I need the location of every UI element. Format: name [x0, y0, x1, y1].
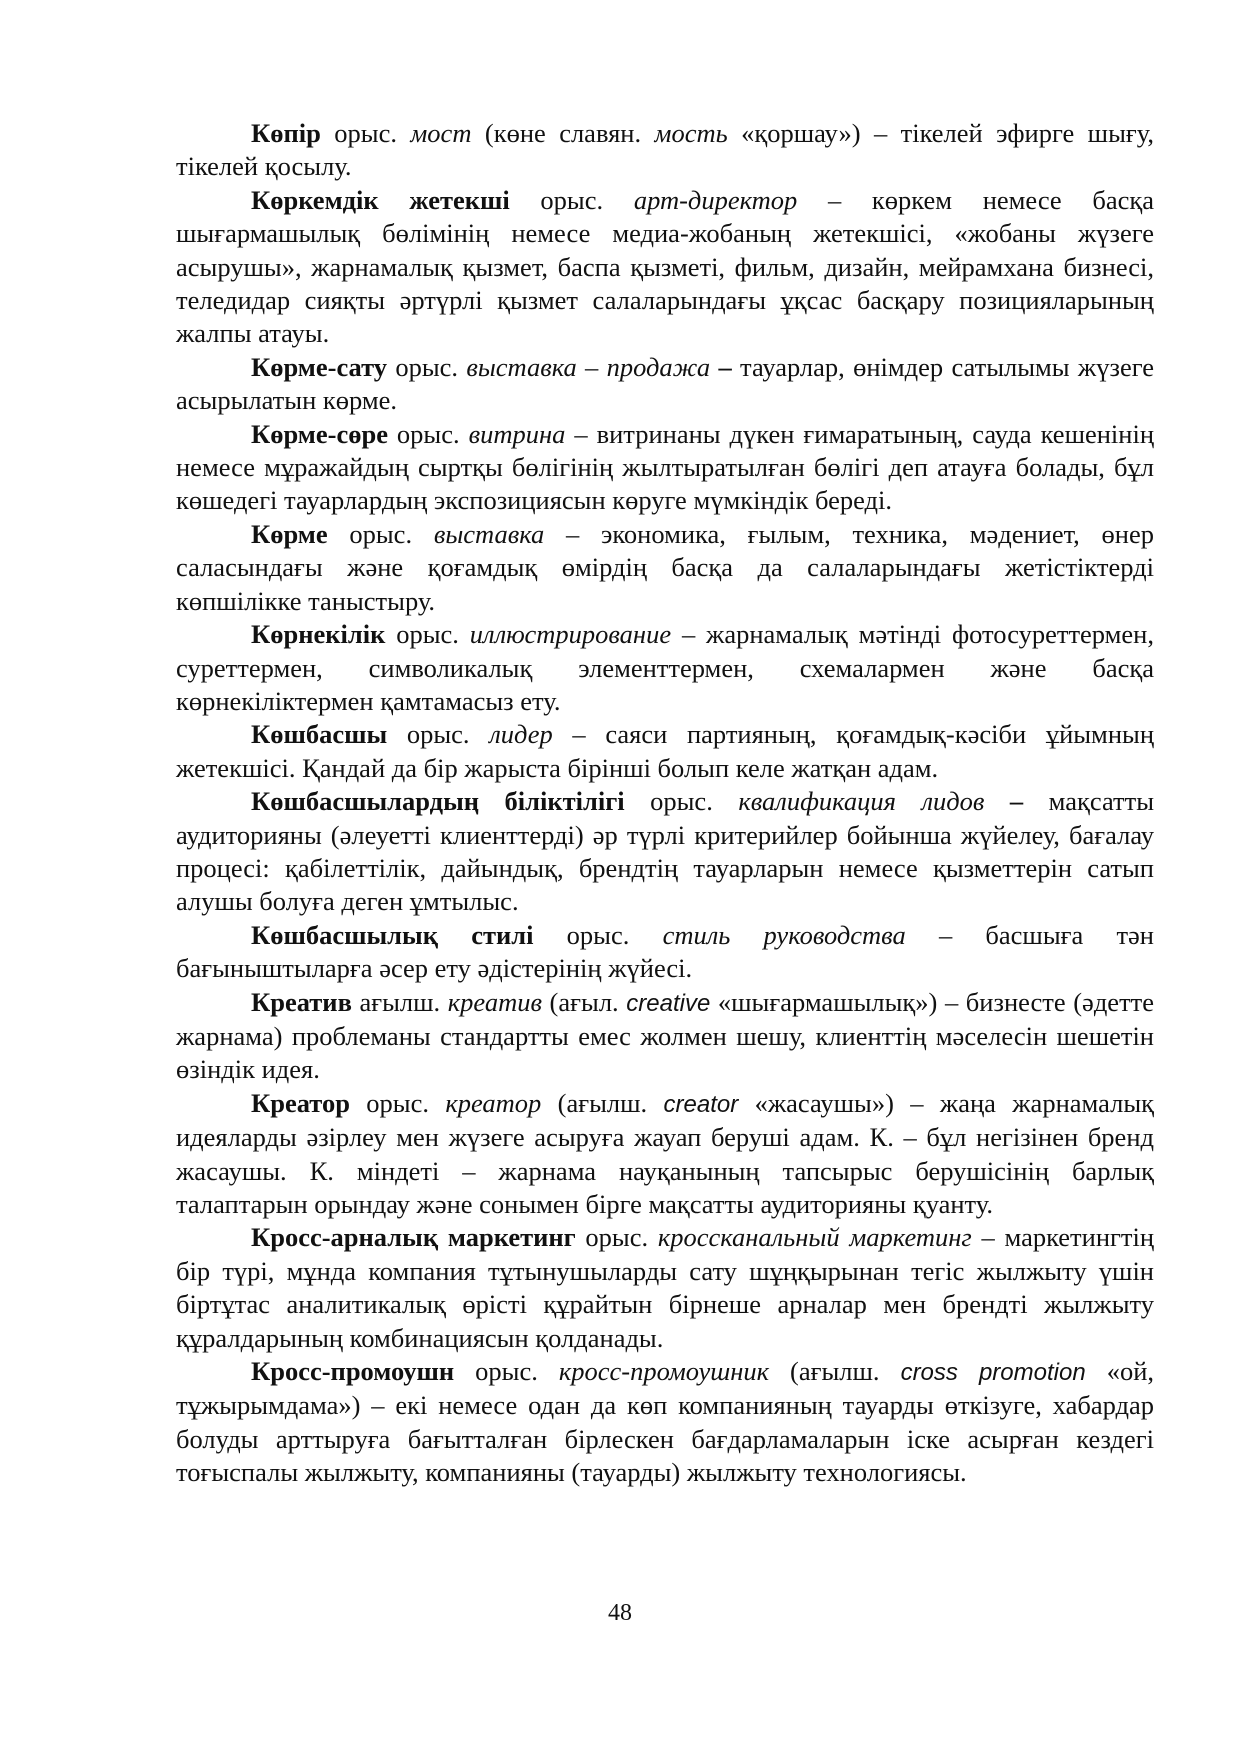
- entry-text: орыс.: [349, 1087, 446, 1118]
- entry-definition: – витринаны дүкен ғимаратының, сауда кешенінің немесе мұражайдың сыртқы бөлігінің жылтыратылған бөлігі деп атауға болады, бұл көшедегі тауарлардың экспозициясын көруге мүмкіндік береді.: [176, 418, 1155, 516]
- entry-english-origin: creator: [663, 1090, 739, 1118]
- entry-term: Көрме: [251, 518, 328, 549]
- entry-term: Көшбасшылардың біліктілігі: [251, 786, 625, 817]
- entry-text: орыс.: [327, 518, 434, 549]
- glossary-entry: [176, 351, 1154, 418]
- entry-text: орыс.: [385, 619, 470, 650]
- entry-text: (көне славян.: [471, 118, 655, 148]
- entry-term: Креатор: [251, 1087, 350, 1118]
- entry-term: Креатив: [251, 986, 352, 1017]
- entry-text: орыс.: [454, 1356, 559, 1387]
- entry-text: (ағылш.: [769, 1356, 901, 1387]
- entry-term: Көшбасшы: [251, 719, 388, 750]
- entry-text: орыс.: [509, 184, 634, 215]
- entry-definition: – саяси партияның, қоғамдық-кәсіби ұйымның жетекшісі. Қандай да бір жарыста бірінші болып келе жатқан адам.: [176, 719, 1154, 783]
- glossary-entry: [176, 618, 1154, 718]
- entry-english-origin: creative: [626, 989, 711, 1017]
- entry-translation: кросс-промоушник: [558, 1356, 770, 1387]
- glossary-entry: [176, 1087, 1154, 1222]
- glossary-entry: [176, 785, 1154, 919]
- entry-text: орыс.: [575, 1222, 658, 1253]
- entry-text: (ағыл.: [541, 986, 627, 1017]
- entry-dash: –: [1009, 786, 1024, 817]
- entry-translation: выставка – продажа: [466, 351, 711, 382]
- entry-term: Көркемдік жетекші: [251, 184, 510, 215]
- glossary-entry: [176, 1221, 1154, 1355]
- entry-term: Кросс-арналық маркетинг: [251, 1222, 576, 1253]
- glossary-entry: [176, 418, 1154, 518]
- entry-definition: «жасаушы») – жаңа жарнамалық идеяларды әзірлеу мен жүзеге асыруға жауап беруші адам. К. – бұл негізінен бренд жасаушы. К. міндеті – жарнама науқанының тапсырыс берушісінің барлық талаптарын орындау және сонымен бірге мақсатты аудиторияны қуанту.: [176, 1087, 1154, 1219]
- entry-etymology: мость: [654, 118, 728, 148]
- entry-text: ағылш.: [351, 986, 448, 1017]
- entry-definition: «ой, тұжырымдама») – екі немесе одан да көп компанияның тауарды өткізуге, хабардар болуды арттыруға бағытталған бірлескен бағдарламаларын іске асырған кездегі тоғыспалы жылжыту, компанияны (тауарды) жылжыту технологиясы.: [176, 1356, 1154, 1488]
- glossary-entry: [176, 718, 1154, 785]
- entry-definition: – экономика, ғылым, техника, мәдениет, өнер саласындағы және қоғамдық өмірдің басқа да салаларындағы жетістіктерді көпшілікке таныстыру.: [176, 518, 1155, 616]
- entry-definition: мақсатты аудиторияны (әлеуетті клиенттерді) әр түрлі критерийлер бойынша жүйелеу, бағалау процесі: қабілеттілік, дайындық, брендтің тауарларын немесе қызметтерін сатып алушы болуға деген ұмтылыс.: [176, 786, 1154, 917]
- entry-term: Көрнекілік: [251, 619, 386, 650]
- entry-term: Көрме-сату: [251, 351, 388, 382]
- page-body: [176, 117, 1154, 1490]
- entry-english-origin: cross promotion: [900, 1359, 1086, 1387]
- entry-text: [710, 352, 718, 382]
- entry-translation: креатор: [445, 1087, 542, 1118]
- entry-translation: лидер: [489, 719, 553, 750]
- glossary-entry: [176, 117, 1154, 184]
- entry-translation: иллюстрирование: [469, 619, 672, 650]
- entry-term: Кросс-промоушн: [251, 1356, 455, 1387]
- entry-text: орыс.: [533, 919, 663, 950]
- entry-dash: –: [718, 351, 732, 382]
- entry-translation: квалификация лидов: [738, 786, 985, 817]
- entry-translation: арт-директор: [633, 184, 798, 215]
- entry-definition: «шығармашылық») – бизнесте (әдетте жарнама) проблеманы стандартты емес жолмен шешу, клиенттің мәселесін шешетін өзіндік идея.: [176, 986, 1154, 1085]
- page-number: 48: [608, 1600, 632, 1626]
- entry-definition: тауарлар, өнімдер сатылымы жүзеге асырылатын көрме.: [176, 351, 1154, 416]
- entry-translation: выставка: [433, 518, 545, 549]
- entry-text: [984, 786, 1010, 816]
- glossary-entry: [176, 919, 1154, 986]
- entry-translation: креатив: [447, 986, 542, 1017]
- entry-text: орыс.: [624, 786, 739, 817]
- entry-text: «қоршау») – тікелей эфирге шығу, тікелей қосылу.: [176, 118, 1154, 182]
- entry-text: орыс.: [387, 418, 469, 449]
- glossary-entry: [176, 1355, 1154, 1490]
- glossary-entry: [176, 986, 1154, 1087]
- entry-definition: – жарнамалық мәтінді фотосуреттермен, суреттермен, символикалық элементтермен, схемалармен және басқа көрнекіліктермен қамтамасыз ету.: [176, 619, 1154, 716]
- entry-translation: кроссканальный маркетинг: [657, 1222, 972, 1253]
- entry-translation: витрина: [468, 418, 566, 449]
- entry-translation: мост: [410, 118, 472, 148]
- entry-term: Көпір: [251, 118, 321, 148]
- glossary-entry: [176, 518, 1154, 618]
- glossary-entry: [176, 184, 1154, 351]
- entry-text: (ағылш.: [541, 1087, 664, 1118]
- entry-translation: стиль руководства: [662, 919, 906, 950]
- entry-definition: – көркем немесе басқа шығармашылық бөлімінің немесе медиа-жобаның жетекшісі, «жобаны жүзеге асырушы», жарнамалық қызмет, баспа қызметі, фильм, дизайн, мейрамхана бизнесі, теледидар сияқты әртүрлі қызмет салаларындағы ұқсас басқару позицияларының жалпы атауы.: [176, 184, 1154, 349]
- entry-definition: – басшыға тән бағыныштыларға әсер ету әдістерінің жүйесі.: [176, 919, 1154, 984]
- entry-definition: – маркетингтің бір түрі, мұнда компания тұтынушыларды сату шұңқырынан тегіс жылжыту үшін біртұтас аналитикалық өрісті құрайтын бірнеше арналар мен брендті жылжыту құралдарының комбинациясын қолданады.: [176, 1222, 1154, 1353]
- entry-text: орыс.: [387, 719, 490, 750]
- entry-term: Көшбасшылық стилі: [251, 919, 534, 950]
- entry-text: орыс.: [387, 351, 467, 382]
- entry-text: орыс.: [320, 118, 411, 148]
- entry-term: Көрме-сөре: [251, 418, 388, 449]
